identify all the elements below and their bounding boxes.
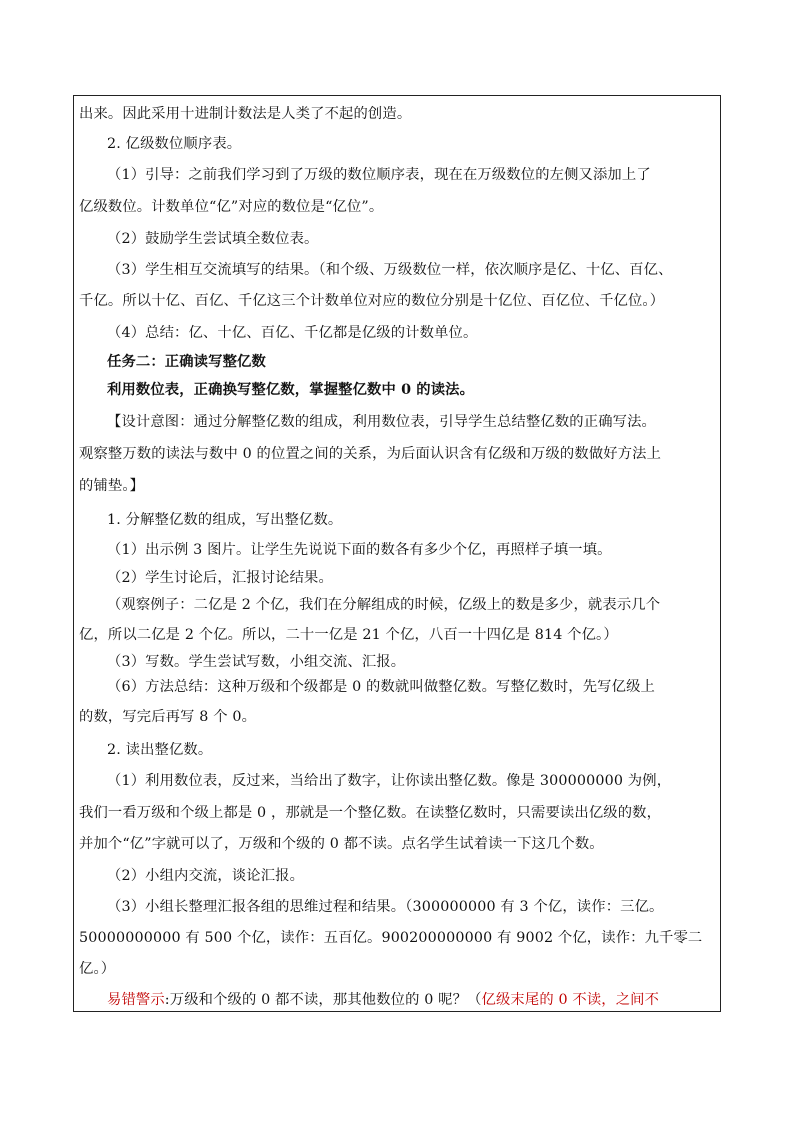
text-line: （1）出示例 3 图片。让学生先说说下面的数各有多少个亿，再照样子填一填。 [107, 542, 612, 558]
text-line: （1）引导：之前我们学习到了万级的数位顺序表，现在在万级数位的左侧又添加上了 [107, 167, 651, 183]
text-line: 亿。） [79, 961, 116, 977]
text-line: （1）利用数位表，反过来，当给出了数字，让你读出整亿数。像是 300000000 为例， [107, 773, 672, 789]
text-line: （3）小组长整理汇报各组的思维过程和结果。（300000000 有 3 个亿，读作：三亿。 [107, 899, 664, 915]
text-line: （2）学生讨论后，汇报讨论结果。 [107, 570, 333, 586]
section-heading: 1. 分解整亿数的组成，写出整亿数。 [107, 512, 343, 528]
text-line: （2）小组内交流，谈论汇报。 [107, 868, 305, 884]
text-line: （3）学生相互交流填写的结果。（和个级、万级数位一样，依次顺序是亿、十亿、百亿、 [107, 262, 673, 278]
task-goal: 利用数位表，正确换写整亿数，掌握整亿数中 0 的读法。 [107, 382, 475, 398]
text-line: （6）方法总结：这种万级和个级都是 0 的数就叫做整亿数。写整亿数时，先写亿级上 [107, 679, 655, 695]
section-heading: 2. 亿级数位顺序表。 [107, 136, 242, 152]
text-line: 并加个“亿”字就可以了，万级和个级的 0 都不读。点名学生试着读一下这几个数。 [79, 836, 604, 852]
text-line: 出来。因此采用十进制计数法是人类了不起的创造。 [79, 106, 412, 122]
design-intent: 的铺垫。】 [79, 478, 145, 494]
text-line: （4）总结：亿、十亿、百亿、千亿都是亿级的计数单位。 [107, 325, 478, 341]
text-line: （3）写数。学生尝试写数，小组交流、汇报。 [107, 654, 406, 670]
text-line: （2）鼓励学生尝试填全数位表。 [107, 231, 319, 247]
warning-label: 易错警示 [107, 992, 165, 1008]
warning-text: :万级和个级的 0 都不读，那其他数位的 0 呢？（ [164, 992, 482, 1008]
text-line: 亿级数位。计数单位“亿”对应的数位是“亿位”。 [79, 199, 384, 215]
error-warning-line [107, 990, 659, 1010]
design-intent: 观察整万数的读法与数中 0 的位置之间的关系，为后面认识含有亿级和万级的数做好方法上 [79, 446, 662, 462]
design-intent: 【设计意图：通过分解整亿数的组成，利用数位表，引导学生总结整亿数的正确写法。 [107, 414, 656, 430]
text-line: 千亿。所以十亿、百亿、千亿这三个计数单位对应的数位分别是十亿位、百亿位、千亿位。） [79, 293, 665, 309]
text-line: 的数，写完后再写 8 个 0。 [79, 709, 257, 725]
warning-highlight: 亿级末尾的 0 不读，之间不 [481, 992, 660, 1008]
text-line: （观察例子：二亿是 2 个亿，我们在分解组成的时候，亿级上的数是多少，就表示几个 [107, 597, 661, 613]
text-line: 亿，所以二亿是 2 个亿。所以，二十一亿是 21 个亿，八百一十四亿是 814 个亿。） [79, 627, 618, 643]
text-line: 50000000000 有 500 个亿，读作：五百亿。900200000000 有 9002 个亿，读作：九千零二 [79, 930, 703, 946]
task-heading: 任务二：正确读写整亿数 [107, 354, 266, 370]
section-heading: 2. 读出整亿数。 [107, 742, 213, 758]
text-line: 我们一看万级和个级上都是 0 ，那就是一个整亿数。在读整亿数时，只需要读出亿级的数， [79, 805, 662, 821]
